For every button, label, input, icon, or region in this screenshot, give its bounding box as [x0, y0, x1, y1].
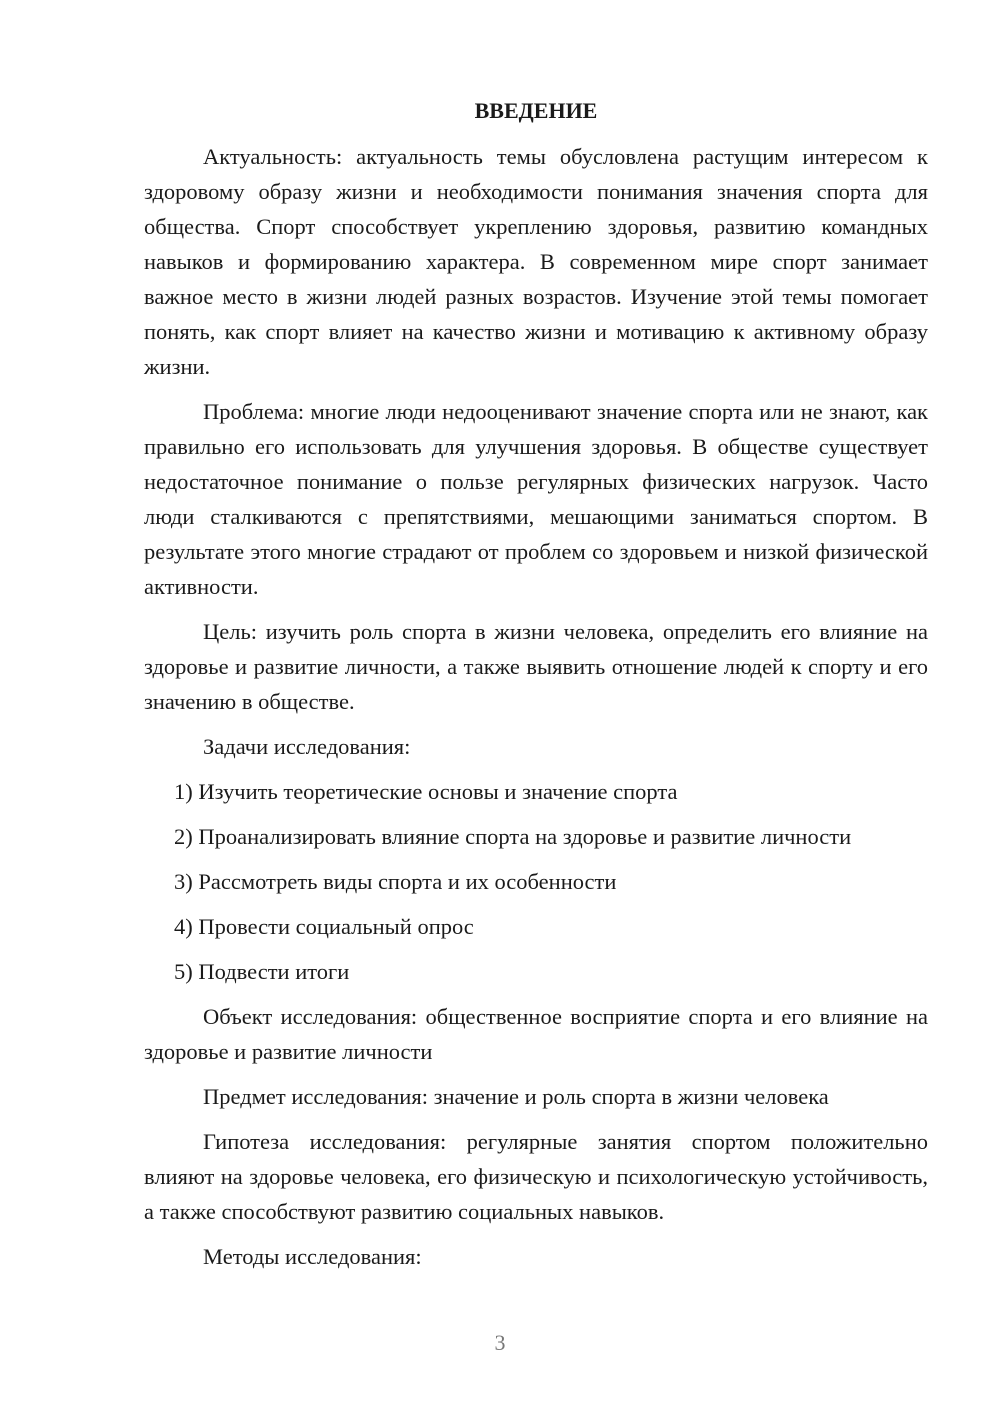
page-number: 3	[494, 1330, 506, 1355]
list-item: 2) Проанализировать влияние спорта на здоровье и развитие личности	[174, 824, 852, 849]
list-item: 1) Изучить теоретические основы и значение спорта	[174, 779, 678, 804]
tasks-list	[144, 774, 928, 989]
page-content	[144, 95, 928, 1284]
methods-heading: Методы исследования:	[203, 1244, 422, 1269]
paragraph-relevance: Актуальность: актуальность темы обусловлена растущим интересом к здоровому образу жизни и необходимости понимания значения спорта для общества. Спорт способствует укреплению здоровья, развитию командных навыков и формированию характера. В современном мире спорт занимает важное место в жизни людей разных возрастов. Изучение этой темы помогает понять, как спорт влияет на качество жизни и мотивацию к активному образу жизни.	[144, 144, 928, 379]
paragraph-goal: Цель: изучить роль спорта в жизни человека, определить его влияние на здоровье и развитие личности, а также выявить отношение людей к спорту и его значению в обществе.	[144, 619, 928, 714]
list-item: 5) Подвести итоги	[174, 959, 350, 984]
paragraph-hypothesis: Гипотеза исследования: регулярные занятия спортом положительно влияют на здоровье человека, его физическую и психологическую устойчивость, а также способствуют развитию социальных навыков.	[144, 1129, 928, 1224]
list-item: 4) Провести социальный опрос	[174, 914, 474, 939]
list-item: 3) Рассмотреть виды спорта и их особенности	[174, 869, 617, 894]
tasks-heading: Задачи исследования:	[203, 734, 411, 759]
paragraph-object: Объект исследования: общественное восприятие спорта и его влияние на здоровье и развитие личности	[144, 1004, 928, 1064]
section-title: ВВЕДЕНИЕ	[474, 98, 598, 123]
paragraph-problem: Проблема: многие люди недооценивают значение спорта или не знают, как правильно его использовать для улучшения здоровья. В обществе существует недостаточное понимание о пользе регулярных физических нагрузок. Часто люди сталкиваются с препятствиями, мешающими заниматься спортом. В результате этого многие страдают от проблем со здоровьем и низкой физической активности.	[144, 399, 928, 599]
paragraph-subject: Предмет исследования: значение и роль спорта в жизни человека	[203, 1084, 829, 1109]
